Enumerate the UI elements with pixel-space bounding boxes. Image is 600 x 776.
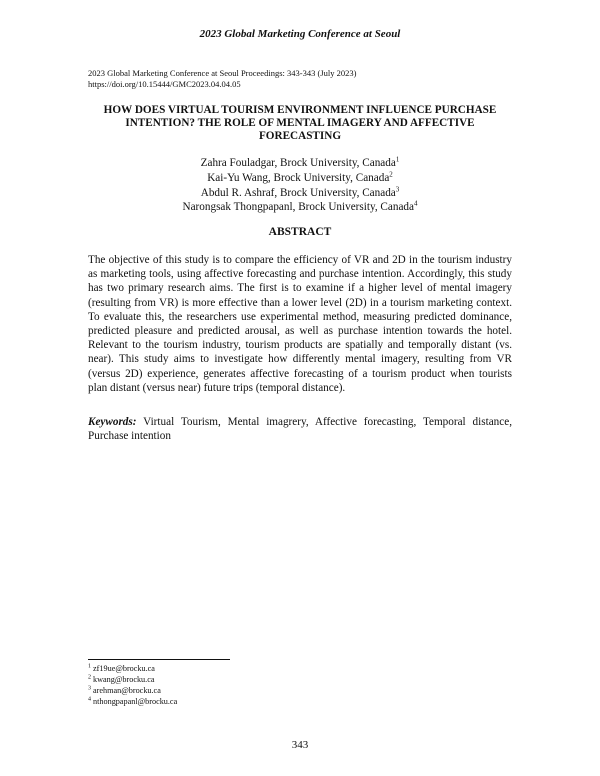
author-name: Narongsak Thongpapanl, Brock University, Canada [182,201,414,214]
author-line [88,200,512,215]
author-line [88,156,512,171]
author-line [88,171,512,186]
footnote-number: 2 [88,674,91,681]
author-name: Kai-Yu Wang, Brock University, Canada [207,171,390,184]
author-name: Zahra Fouladgar, Brock University, Canada [200,157,396,169]
keywords-paragraph [88,415,512,443]
keywords-text: Virtual Tourism, Mental imagrery, Affective forecasting, Temporal distance, Purchase intention [88,416,512,443]
author-list [88,156,512,215]
footnote-marker[interactable]: 1 [395,155,400,164]
citation-block [88,68,356,90]
footnote-email[interactable]: zf19ue@brocku.ca [93,664,155,673]
footnote-marker[interactable]: 2 [389,170,393,179]
footnote [88,686,177,697]
paper-title: HOW DOES VIRTUAL TOURISM ENVIRONMENT INFLUENCE PURCHASE INTENTION? THE ROLE OF MENTAL IMAGERY AND AFFECTIVE FORECASTING [103,104,497,142]
footnote-marker[interactable]: 4 [413,199,418,208]
author-line [88,186,512,201]
footnote-number: 3 [88,685,91,692]
abstract-heading: ABSTRACT [268,226,332,238]
doi-link[interactable]: https://doi.org/10.15444/GMC2023.04.04.05 [88,79,241,89]
keywords-label: Keywords: [88,416,137,428]
footnote-email[interactable]: kwang@brocku.ca [93,674,155,684]
footnote-number: 1 [88,663,91,670]
proceedings-line: 2023 Global Marketing Conference at Seoul Proceedings: 343-343 (July 2023) [88,68,357,78]
page-number: 343 [291,739,309,751]
running-header: 2023 Global Marketing Conference at Seoul [199,28,401,40]
author-name: Abdul R. Ashraf, Brock University, Canada [200,186,396,199]
footnote [88,675,177,686]
footnote [88,664,177,675]
footnote-marker[interactable]: 3 [395,184,400,193]
footnote-email[interactable]: nthongpapanl@brocku.ca [93,696,178,706]
abstract-body: The objective of this study is to compare the efficiency of VR and 2D in the tourism industry as marketing tools, using affective forecasting and purchase intention. Accordingly, this study has two primary research aims. The first is to examine if a higher level of mental imagery (resulting from VR) is more effective than a lower level (2D) in a tourism marketing context. To evaluate this, the researchers use experimental method, measuring predicted dominance, predicted pleasure and predicted arousal, as well as purchase intention towards the hotel. Relevant to the tourism industry, tourism products are spatially and temporally distant (vs. near). This study aims to investigate how differently mental imagery, resulting from VR (versus 2D) experience, generates affective forecasting of a tourism product when tourists plan distant (versus near) future trips (temporal distance). [88,254,512,394]
footnote [88,697,177,708]
footnote-divider [88,659,230,660]
footnotes [88,664,177,708]
footnote-email[interactable]: arehman@brocku.ca [93,685,161,695]
footnote-number: 4 [88,695,91,702]
